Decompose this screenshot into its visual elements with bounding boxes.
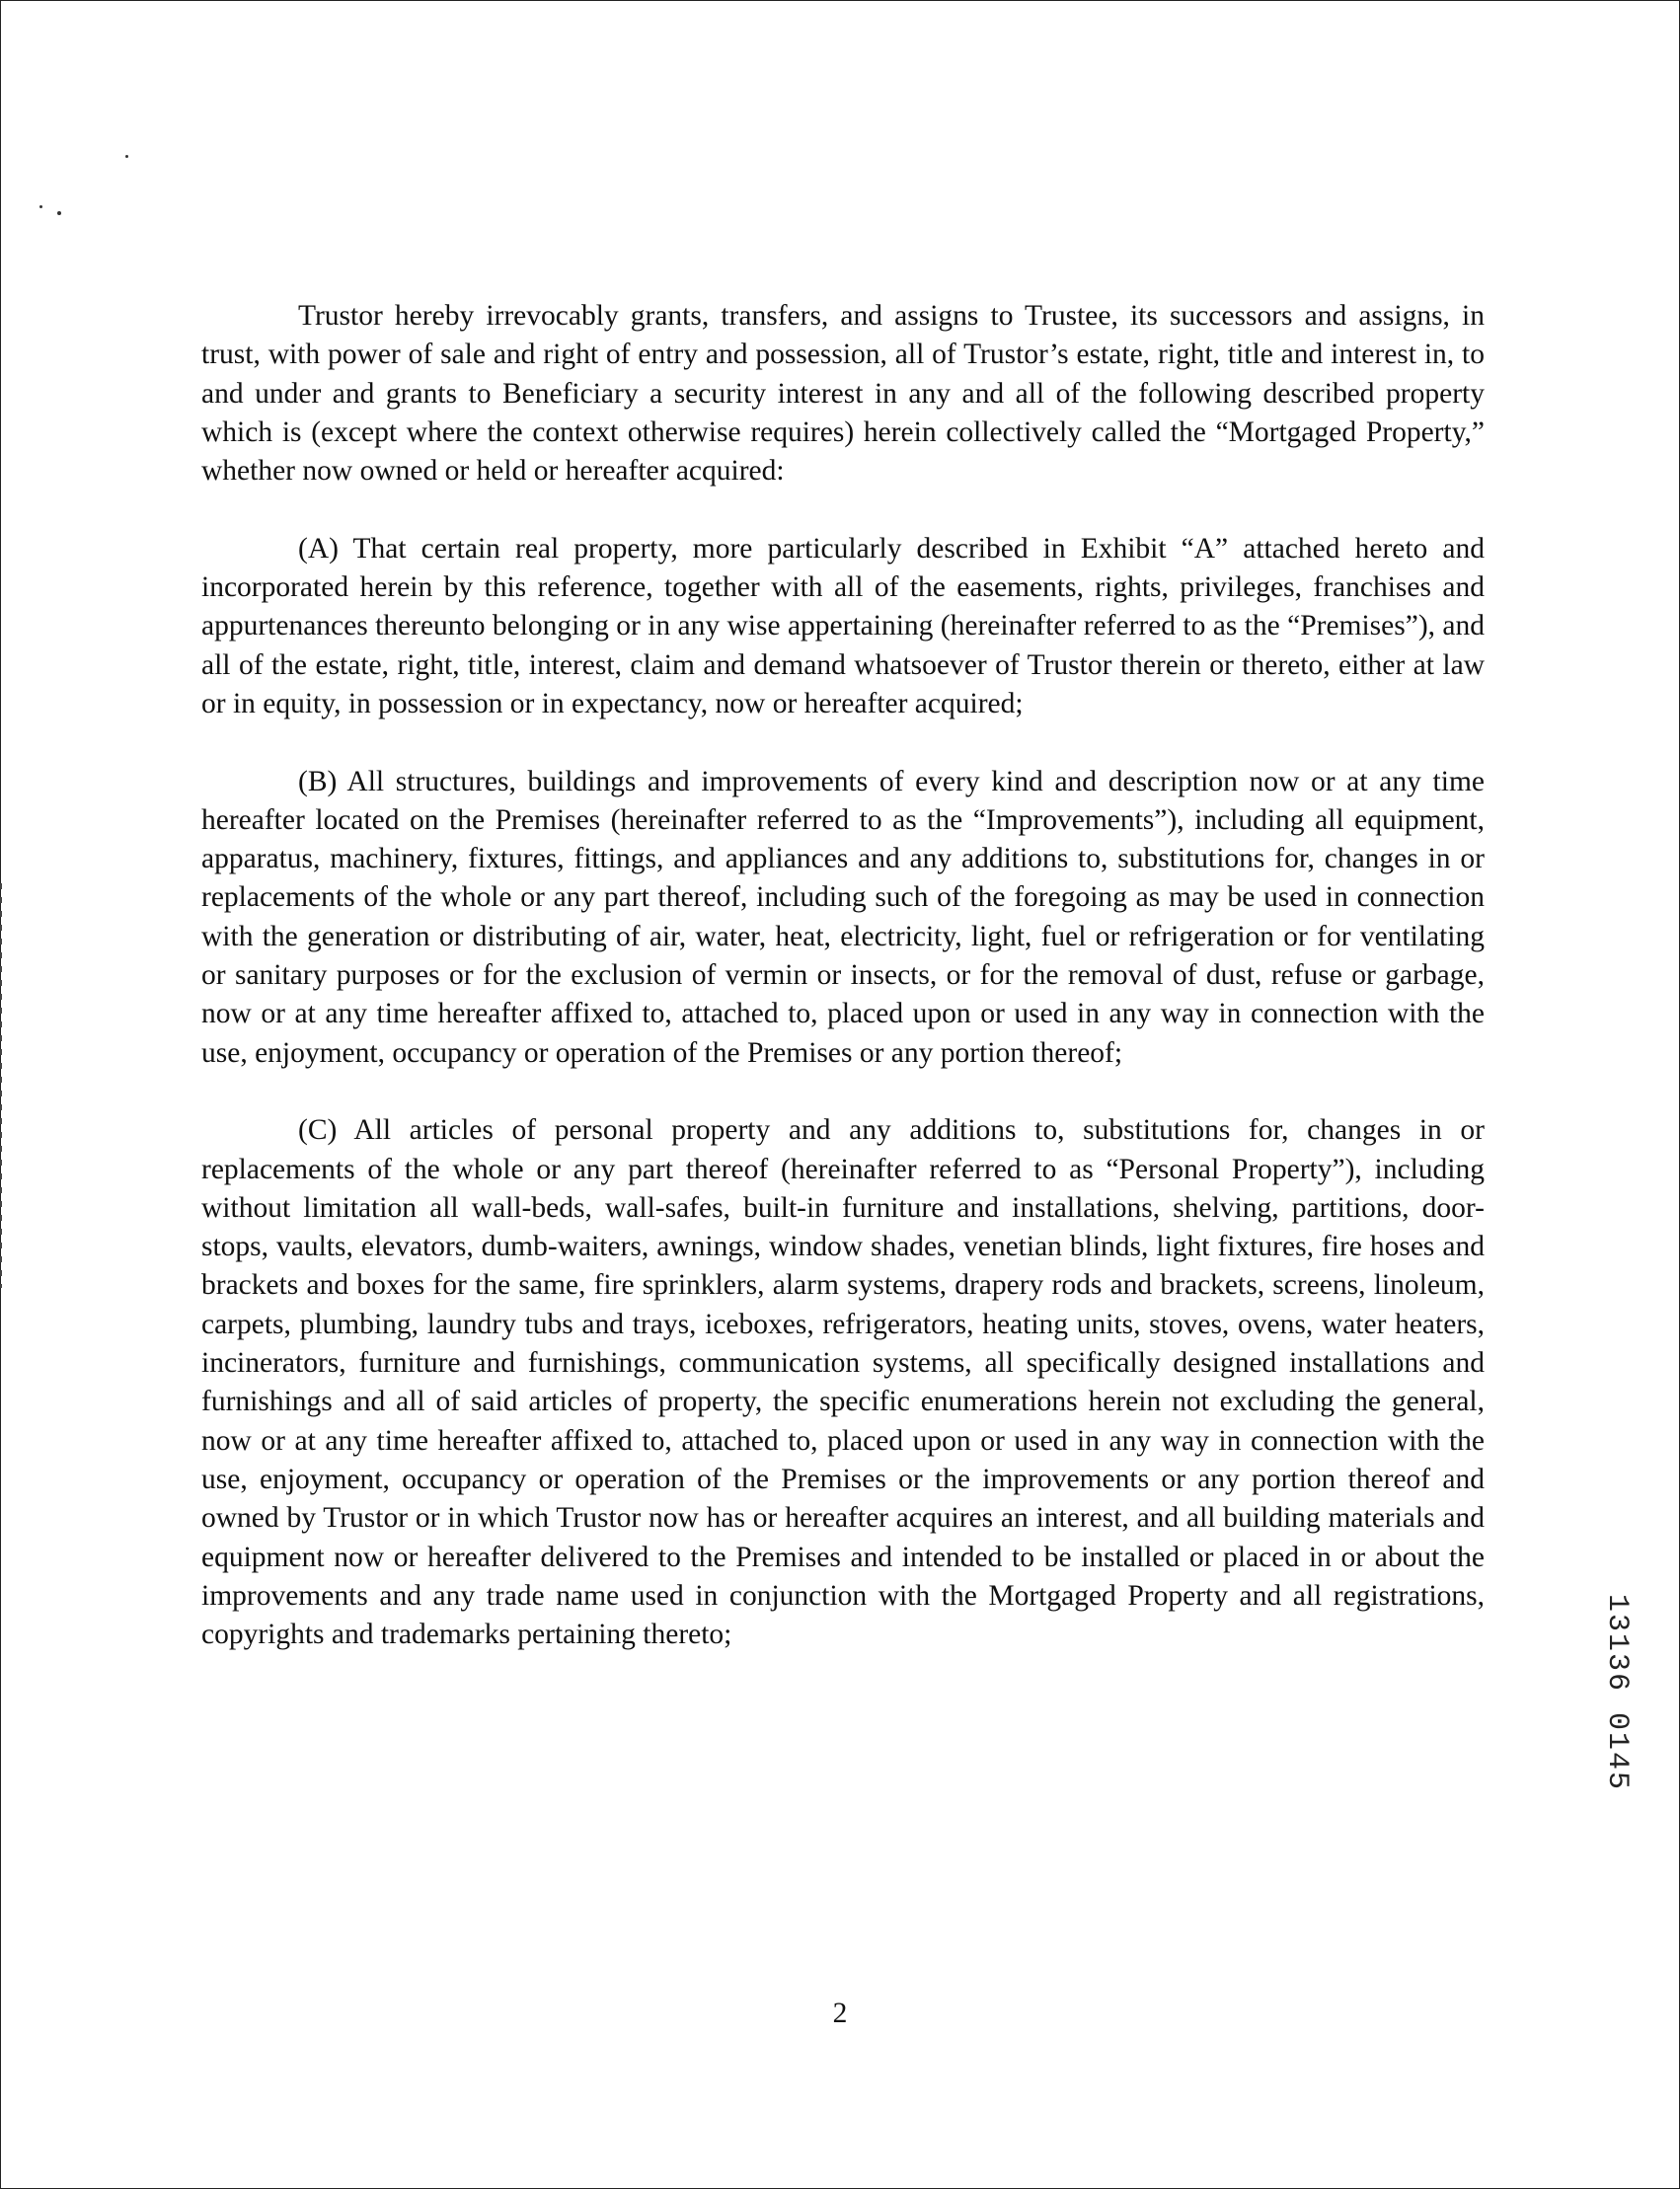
scan-edge-mark [0,883,2,1288]
document-body [201,297,1485,1694]
paragraph-grant: Trustor hereby irrevocably grants, transfers, and assigns to Trustee, its successors and assigns, in trust, with power of sale and right of entry and possession, all of Trustor’s estate, right, title and interest in, to and under and grants to Beneficiary a security interest in any and all of the following described property which is (except where the context otherwise requires) herein collectively called the “Mortgaged Property,” whether now owned or held or hereafter acquired: [201,300,1485,488]
scan-speck [57,211,61,215]
scan-speck [39,205,42,208]
paragraph-c-personal-property: (C) All articles of personal property and any additions to, substitutions for, changes in or replacements of the whole or any part thereof (hereinafter referred to as “Personal Property”), including without limitation all wall-beds, wall-safes, built-in furniture and installations, shelving, partitions, door-stops, vaults, elevators, dumb-waiters, awnings, window shades, venetian blinds, light fixtures, fire hoses and brackets and boxes for the same, fire sprinklers, alarm systems, drapery rods and brackets, screens, linoleum, carpets, plumbing, laundry tubs and trays, iceboxes, refrigerators, heating units, stoves, ovens, water heaters, incinerators, furniture and furnishings, communication systems, all specifically designed installations and furnishings and all of said articles of property, the specific enumerations herein not excluding the general, now or at any time hereafter affixed to, attached to, placed upon or used in any way in connection with the use, enjoyment, occupancy or operation of the Premises or the improvements or any portion thereof and owned by Trustor or in which Trustor now has or hereafter acquires an interest, and all building materials and equipment now or hereafter delivered to the Premises and intended to be installed or placed in or about the improvements and any trade name used in conjunction with the Mortgaged Property and all registrations, copyrights and trademarks pertaining thereto; [201,1114,1485,1651]
margin-stamp-text: 13136 0145 [1600,1594,1634,1792]
paragraph-b-improvements: (B) All structures, buildings and improvements of every kind and description now or at any time hereafter located on the Premises (hereinafter referred to as the “Improvements”), including all equipment, apparatus, machinery, fixtures, fittings, and appliances and any additions to, substitutions for, changes in or replacements of the whole or any part thereof, including such of the foregoing as may be used in connection with the generation or distributing of air, water, heat, electricity, light, fuel or refrigeration or for ventilating or sanitary purposes or for the exclusion of vermin or insects, or for the removal of dust, refuse or garbage, now or at any time hereafter affixed to, attached to, placed upon or used in any way in connection with the use, enjoyment, occupancy or operation of the Premises or any portion thereof; [201,765,1485,1069]
paragraph-a-real-property: (A) That certain real property, more particularly described in Exhibit “A” attached hereto and incorporated herein by this reference, together with all of the easements, rights, privileges, franchises and appurtenances thereunto belonging or in any wise appertaining (hereinafter referred to as the “Premises”), and all of the estate, right, title, interest, claim and demand whatsoever of Trustor therein or thereto, either at law or in equity, in possession or in expectancy, now or hereafter acquired; [201,532,1485,719]
scan-speck [125,155,128,158]
margin-stamp [1600,1594,1638,1850]
page-number: 2 [832,1998,848,2029]
